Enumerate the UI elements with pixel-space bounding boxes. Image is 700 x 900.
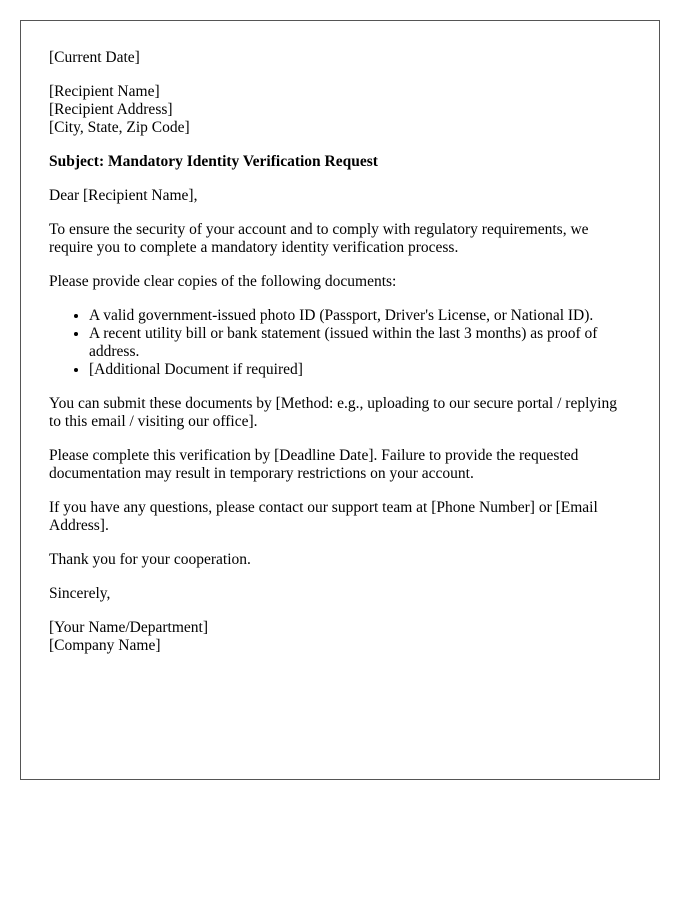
submission-paragraph: You can submit these documents by [Method: e.g., uploading to our secure portal / replying to this email / visiting our office]. [49, 395, 617, 430]
letter-intro-paragraph: To ensure the security of your account and to comply with regulatory requirements, we require you to complete a mandatory identity verification process. [49, 221, 589, 256]
recipient-city-state-zip: [City, State, Zip Code] [49, 119, 190, 136]
list-item: • A recent utility bill or bank statement (issued within the last 3 months) as proof of address. [89, 325, 631, 361]
recipient-address-block [49, 83, 631, 137]
signature-company: [Company Name] [49, 637, 161, 654]
list-item: • A valid government-issued photo ID (Passport, Driver's License, or National ID). [89, 307, 631, 325]
documents-list [49, 307, 631, 379]
signature-name-department: [Your Name/Department] [49, 619, 208, 636]
recipient-address: [Recipient Address] [49, 101, 173, 118]
letter-subject: Subject: Mandatory Identity Verification Request [49, 153, 378, 170]
recipient-name: [Recipient Name] [49, 83, 160, 100]
letter-document [20, 20, 660, 780]
signature-block [49, 619, 631, 655]
list-item: • [Additional Document if required] [89, 361, 631, 379]
letter-closing: Sincerely, [49, 585, 111, 602]
documents-intro: Please provide clear copies of the following documents: [49, 273, 397, 290]
deadline-paragraph: Please complete this verification by [Deadline Date]. Failure to provide the requested documentation may result in temporary restrictions on your account. [49, 447, 579, 482]
letter-salutation: Dear [Recipient Name], [49, 187, 198, 204]
contact-paragraph: If you have any questions, please contact our support team at [Phone Number] or [Email Address]. [49, 499, 598, 534]
thanks-paragraph: Thank you for your cooperation. [49, 551, 251, 568]
letter-date: [Current Date] [49, 49, 140, 66]
